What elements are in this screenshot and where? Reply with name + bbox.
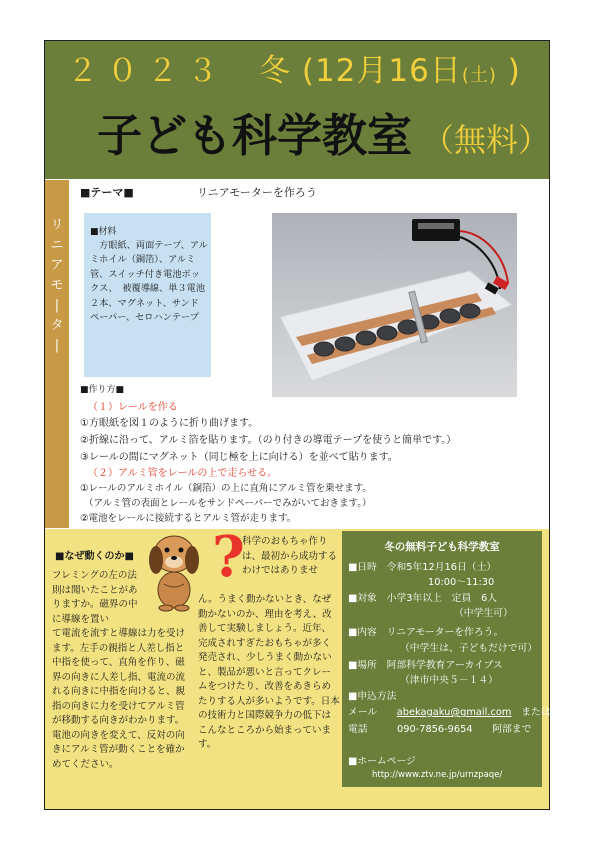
mail-link[interactable]: abekagaku@gmail.com [396,707,512,718]
why-lead: フレミングの左の法則は聞いたことがありますか。磁界の中に導線を置い [52,570,138,625]
date-label: ■日時 [348,562,377,573]
info-place-note: （津市中央５－１４） [400,675,498,686]
page-title: 子ども科学教室 [97,109,413,162]
step2-note: （アルミ管の表面とレールをサンドペーパーでみがいておきます。） [84,498,372,509]
mail-label: メール [348,707,378,718]
event-date-line [67,45,521,90]
tel-value: 090-7856-9654 [396,724,473,735]
target-value: 小学3年以上 定員 6人 [386,593,498,604]
tips-column-rest: ん。うまく動かないとき、なぜ動かないのか、理由を考え、改善して実験しましょう。近年、完成されすぎたおもちゃが多く発売され、少しうまく動かないと、製品が悪いと言ってクレームをつけたり、改善をあきらめたりする人が多いようです。日本の技術力と国際競争力の低下はこんなところから始まっています。 [198,594,340,750]
date-value: 令和5年12月16日（土） [386,562,497,573]
homepage-link[interactable]: http://www.ztv.ne.jp/urnzpaqe/ [372,770,503,780]
theme-title: リニアモーターを作ろう [197,186,317,199]
step2-1: ①レールのアルミホイル（銅箔）の上に直角にアルミ管を乗せます。 [80,483,372,494]
materials-box [84,213,211,377]
event-info-box [342,531,551,787]
howto-heading: ■作り方■ [80,385,125,395]
photo-illustration [272,213,517,397]
question-mark: ? [212,524,245,590]
season: 冬 [259,53,291,89]
why-heading: ■なぜ動くのか■ [55,551,134,562]
info-content-row [348,624,503,638]
info-place-row [348,657,503,671]
content-value: リニアモーターを作ろう。 [386,627,504,638]
section2-heading: （２）アルミ管をレールの上で走らせる。 [88,468,278,479]
content-label: ■内容 [348,627,377,638]
date-close-paren: ) [507,53,521,89]
info-content-note: （中学生は、子どもだけで可） [400,643,538,654]
target-label: ■対象 [348,593,377,604]
info-target-row [348,590,497,604]
year: ２０２３ [67,53,227,89]
free-badge: （無料） [422,121,551,159]
sidebar-strip [45,180,69,528]
tips-column-top: 科学のおもちゃ作りは、最初から成功するわけではありませ [242,536,338,576]
sidebar-vertical-label [45,216,69,356]
sidebar-char: | [54,298,60,313]
header-banner [45,41,549,179]
linear-motor-photo [272,213,517,397]
info-tel-row [348,721,531,735]
sidebar-char: ニ [50,238,64,253]
why-body: て電流を流すと導線は力を受けます。左手の親指と人差し指と中指を使って、直角を作り、磁界の向きに人差し指、電流の流れる向きに中指を向けると、親指の向きに力を受けてアルミ管が移動する向きがわかります。電池の向きを変えて、反対の向きにアルミ管が動くことを確かめてください。 [52,628,186,770]
section1-heading: （１）レールを作る [88,402,178,413]
event-day: (土) [461,65,497,86]
materials-heading: ■材料 [90,227,117,237]
info-apply-label: ■申込方法 [348,691,397,702]
sidebar-char: ア [50,258,64,273]
info-target-note: （中学生可） [454,608,513,619]
event-date: (12月16日 [301,53,462,89]
place-value: 阿部科学教育アーカイブス [386,660,503,671]
tel-label: 電話 [348,724,368,735]
tel-to: 阿部まで [492,724,532,735]
sidebar-char: | [54,338,60,353]
step2-2: ②電池をレールに接続するとアルミ管が走ります。 [80,513,297,524]
theme-label: ■テーマ■ [80,186,134,199]
step1-2: ②折線に沿って、アルミ箔を貼ります。（のり付きの導電テープを使うと簡単です。） [80,435,457,446]
step1-1: ①方眼紙を図１のように折り曲げます。 [80,418,259,429]
info-date-row [348,559,496,573]
sidebar-char: モ [50,278,64,293]
sidebar-char: タ [50,318,64,333]
info-home-label: ■ホームページ [348,756,416,767]
mail-or: または [521,707,551,718]
info-title: 冬の無料子ども科学教室 [384,541,500,553]
title-line [97,99,550,164]
info-time: 10:00～11:30 [428,577,495,588]
info-mail-row [348,704,551,718]
sidebar-char: リ [50,218,64,233]
step1-3: ③レールの間にマグネット（同じ極を上に向ける）を並べて貼ります。 [80,452,398,463]
place-label: ■場所 [348,660,377,671]
materials-list: 方眼紙、両面テープ、アルミホイル（銅箔）、アルミ管、スイッチ付き電池ボックス、 被覆導線、単３電池２本、マグネット、サンドペーパー、セロハンテープ [90,240,208,324]
